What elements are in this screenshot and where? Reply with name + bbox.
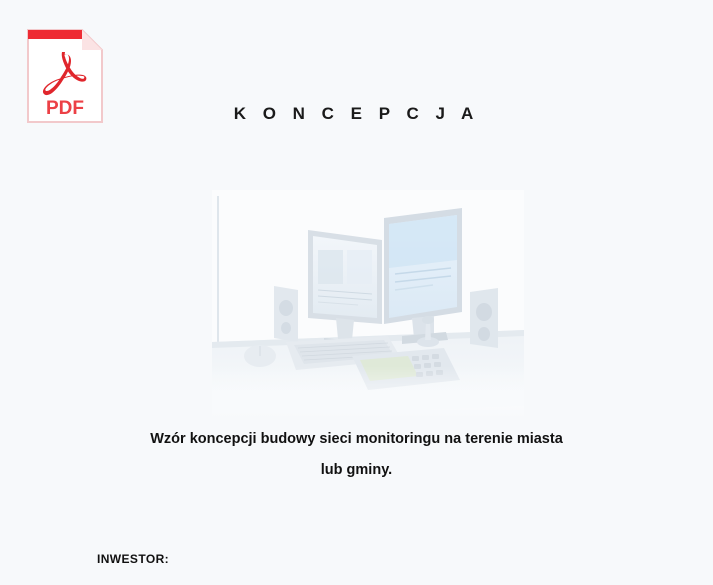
caption-line-2: lub gminy. — [320, 462, 393, 478]
cctv-monitoring-workstation-photo — [212, 190, 524, 418]
document-caption — [60, 424, 653, 486]
investor-label: INWESTOR: — [97, 552, 170, 566]
pdf-file-icon — [24, 26, 106, 126]
page-title: K O N C E P C J A — [233, 104, 480, 123]
caption-line-1: Wzór koncepcji budowy sieci monitoringu na terenie miasta — [150, 431, 563, 447]
svg-text:PDF: PDF — [46, 98, 84, 119]
monitoring-workstation-image — [212, 190, 524, 418]
pdf-file-badge[interactable] — [24, 26, 106, 126]
